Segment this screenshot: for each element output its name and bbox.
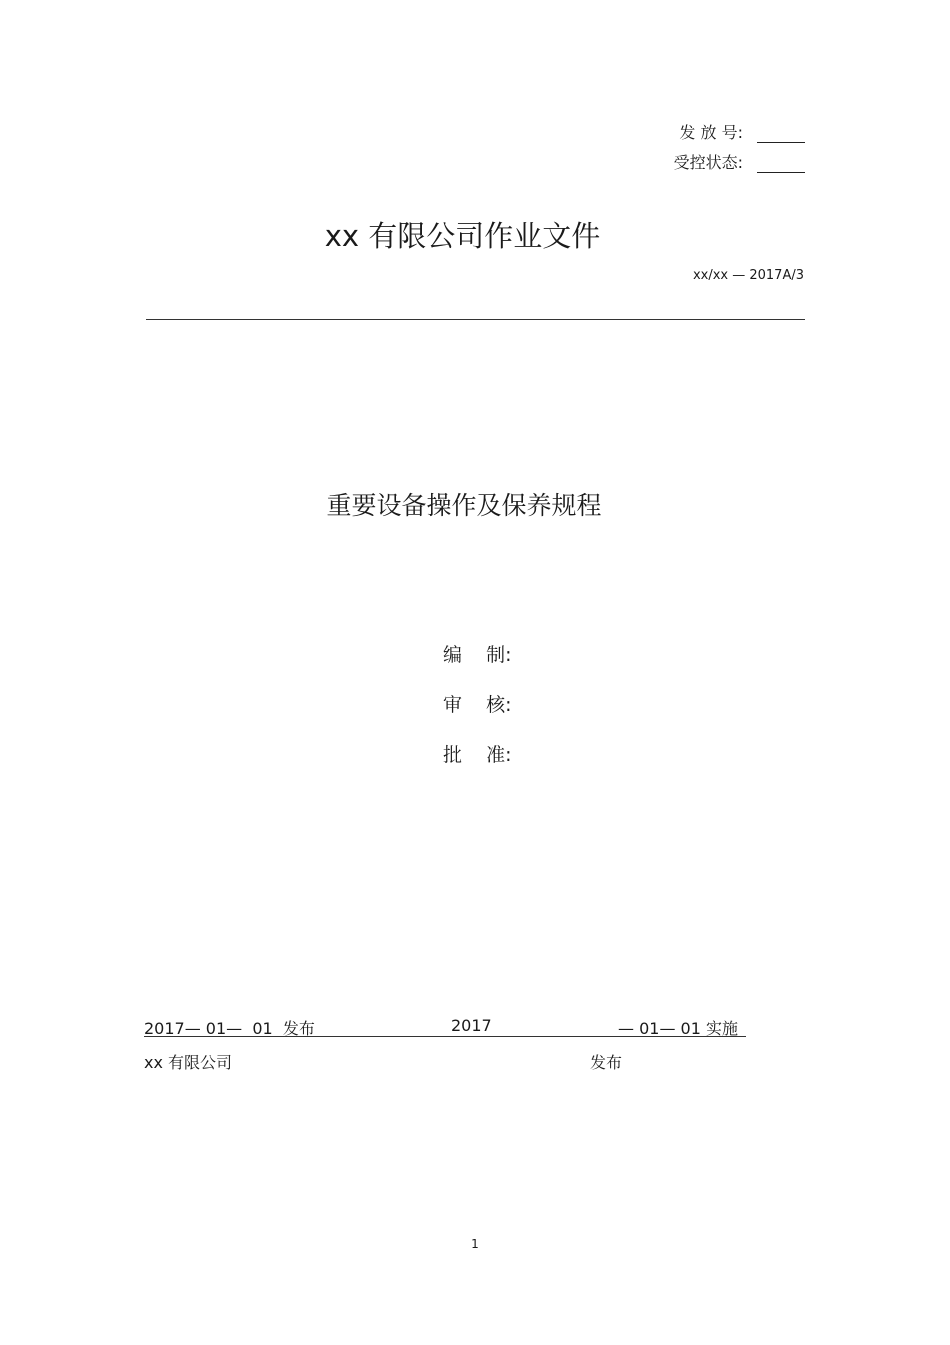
control-status-row [674,150,805,173]
control-status-label: 受控状态: [673,153,743,172]
control-status-blank [757,156,805,173]
header-divider [146,319,805,320]
issuer-release-word: 发布 [590,1053,623,1072]
prepared-by-label: 编 制: [443,644,512,666]
effective-date: — 01— 01 实施 [618,1019,738,1038]
issue-number-blank [757,126,805,143]
document-title: 重要设备操作及保养规程 [326,491,602,520]
approved-by-label: 批 准: [443,744,512,766]
release-date: 2017— 01— 01 发布 [144,1019,315,1038]
page-number: 1 [471,1237,479,1251]
issue-number-label: 发 放 号: [679,123,743,142]
effective-year: 2017 [451,1016,492,1035]
issue-number-row [679,120,805,143]
company-document-title: xx 有限公司作业文件 [324,219,601,253]
issuer-company: xx 有限公司 [144,1053,233,1072]
reviewed-by-label: 审 核: [443,694,512,716]
document-code: xx/xx — 2017A/3 [692,268,804,283]
publication-dates-row [144,1016,746,1037]
